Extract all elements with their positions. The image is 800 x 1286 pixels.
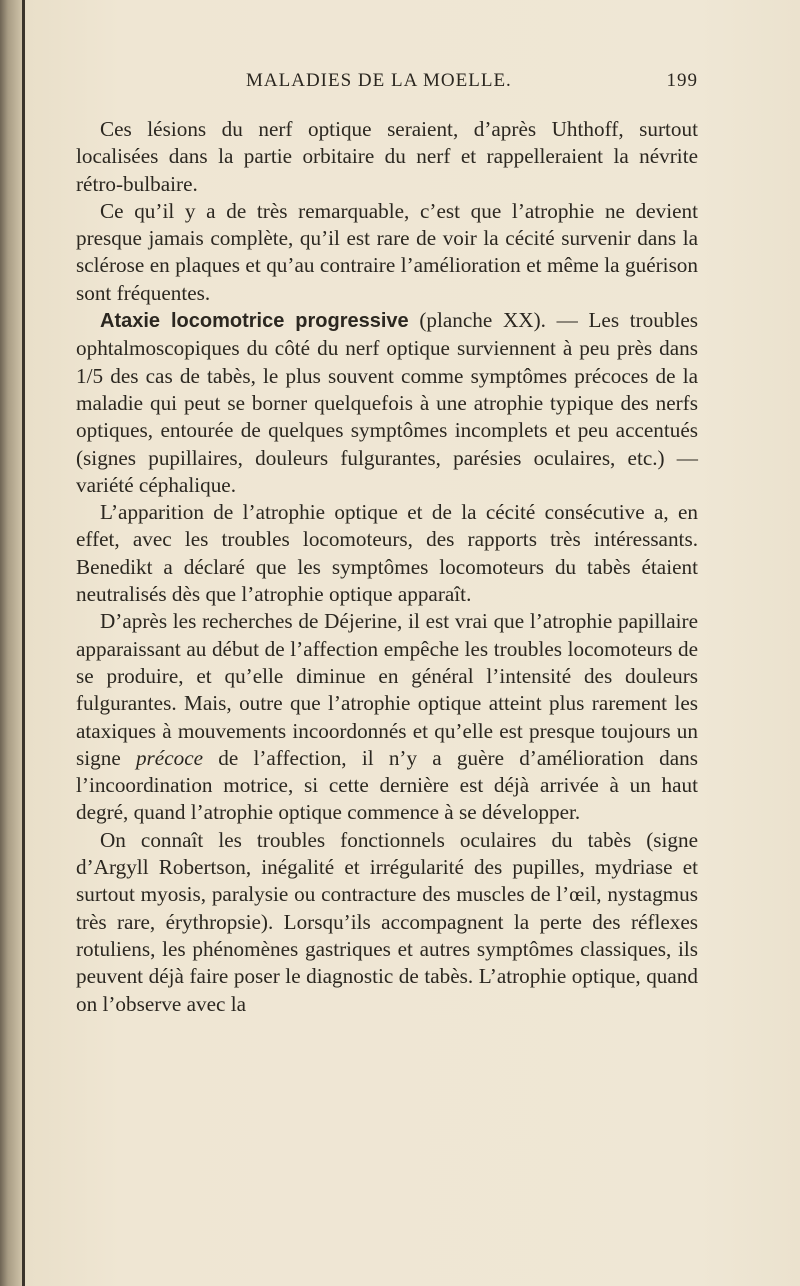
paragraph: [76, 827, 698, 1018]
section-heading: Ataxie locomotrice progressive: [100, 310, 409, 333]
paragraph-text: Ce qu’il y a de très remarquable, c’est que l’atrophie ne devient presque jamais complète, qu’il est rare de voir la cécité survenir dans la sclérose en plaques et qu’au contraire l’amélioration et même la guérison sont fréquentes.: [76, 198, 698, 305]
paragraph: [76, 307, 698, 499]
paragraph-text: L’apparition de l’atrophie optique et de la cécité consécutive a, en effet, avec les troubles locomoteurs, des rapports très intéressants. Benedikt a déclaré que les symptômes locomoteurs du tabès étaient neutralisés dès que l’atrophie optique apparaît.: [76, 500, 698, 607]
paragraph: [76, 198, 698, 307]
paragraph-text: On connaît les troubles fonctionnels oculaires du tabès (signe d’Argyll Robertson, inégalité et irrégularité des pupilles, mydriase et surtout myosis, paralysie ou contracture des muscles de l’œil, nystagmus très rare, érythropsie). Lorsqu’ils accompagnent la perte des réflexes rotuliens, les phénomènes gastriques et autres symptômes classiques, ils peuvent déjà faire poser le diagnostic de tabès. L’atrophie optique, quand on l’observe avec la: [76, 827, 698, 1016]
page-number: 199: [666, 70, 698, 91]
paragraph-text: de l’affection, il n’y a guère d’amélioration dans l’incoordination motrice, si cette dernière est déjà arrivée à un haut degré, quand l’atrophie optique commence à se développer.: [76, 745, 698, 825]
paragraph: [76, 116, 698, 198]
page-edge-line: [22, 0, 25, 1286]
paragraph-text: D’après les recherches de Déjerine, il est vrai que l’atrophie papillaire apparaissant au début de l’affection empêche les troubles locomoteurs de se produire, et qu’elle diminue en général l’intensité des douleurs fulgurantes. Mais, outre que l’atrophie optique atteint plus rarement les ataxiques à mouvements incoordonnés et qu’elle est presque toujours un signe: [76, 609, 698, 770]
paragraph: [76, 608, 698, 826]
paragraph-text: (planche XX). — Les troubles ophtalmoscopiques du côté du nerf optique surviennent à peu près dans 1/5 des cas de tabès, le plus souvent comme symptômes précoces de la maladie qui peut se borner quelquefois à une atrophie typique des nerfs optiques, entourée de quelques symptômes incomplets et peu accentués (signes pupillaires, douleurs fulgurantes, parésies oculaires, etc.) — variété céphalique.: [76, 308, 699, 497]
book-spine-shadow: [0, 0, 22, 1286]
body-text: [76, 116, 698, 1018]
paragraph: [76, 499, 698, 608]
paragraph-text: Ces lésions du nerf optique seraient, d’après Uhthoff, surtout localisées dans la partie orbitaire du nerf et rappelleraient la névrite rétro-bulbaire.: [76, 117, 698, 196]
running-head: MALADIES DE LA MOELLE.: [246, 70, 512, 91]
italic-term: précoce: [135, 745, 204, 770]
page-header: [246, 70, 698, 100]
